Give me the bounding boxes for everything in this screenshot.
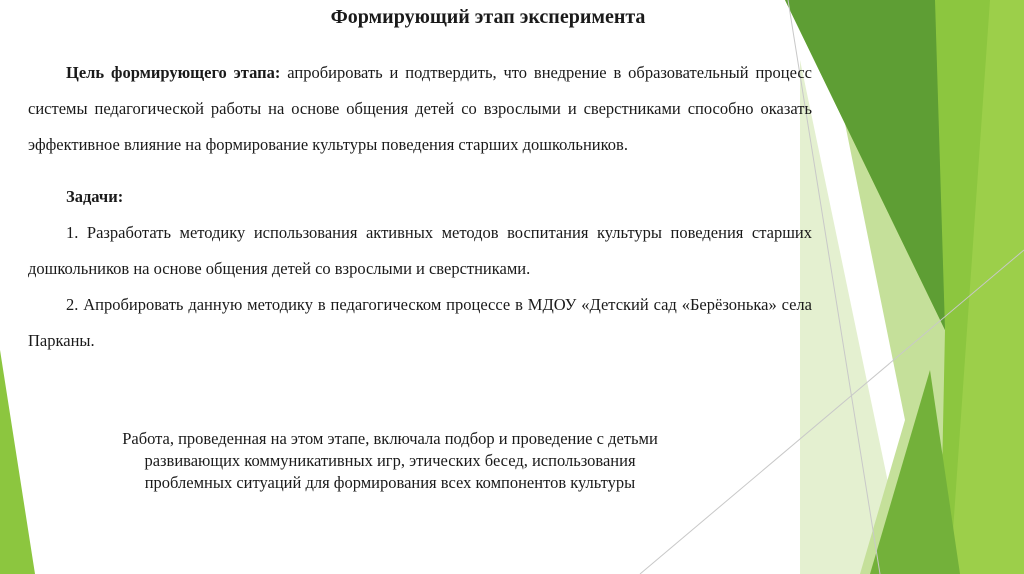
left-accent-triangle: [0, 350, 35, 574]
summary-line-2: развивающих коммуникативных игр, этических бесед, использования: [144, 451, 636, 470]
goal-label: Цель формирующего этапа:: [66, 63, 281, 82]
summary-line-1: Работа, проведенная на этом этапе, включала подбор и проведение с детьми: [122, 429, 658, 448]
tasks-heading: Задачи:: [66, 187, 124, 206]
goal-paragraph: [28, 55, 812, 163]
content-block: [28, 55, 812, 359]
goal-text: апробировать и подтвердить, что внедрение в образовательный процесс системы педагогической работы на основе общения детей со взрослыми и сверстниками способно оказать эффективное влияние на формирование культуры поведения старших дошкольников.: [28, 63, 812, 154]
summary-text: [60, 428, 720, 494]
task-item-2: 2. Апробировать данную методику в педагогическом процессе в МДОУ «Детский сад «Берёзонька» села Парканы.: [28, 295, 812, 350]
slide-title: Формирующий этап эксперимента: [330, 6, 646, 28]
task-item-1: 1. Разработать методику использования активных методов воспитания культуры поведения старших дошкольников на основе общения детей со взрослыми и сверстниками.: [28, 223, 812, 278]
summary-line-3: проблемных ситуаций для формирования всех компонентов культуры: [144, 473, 636, 492]
